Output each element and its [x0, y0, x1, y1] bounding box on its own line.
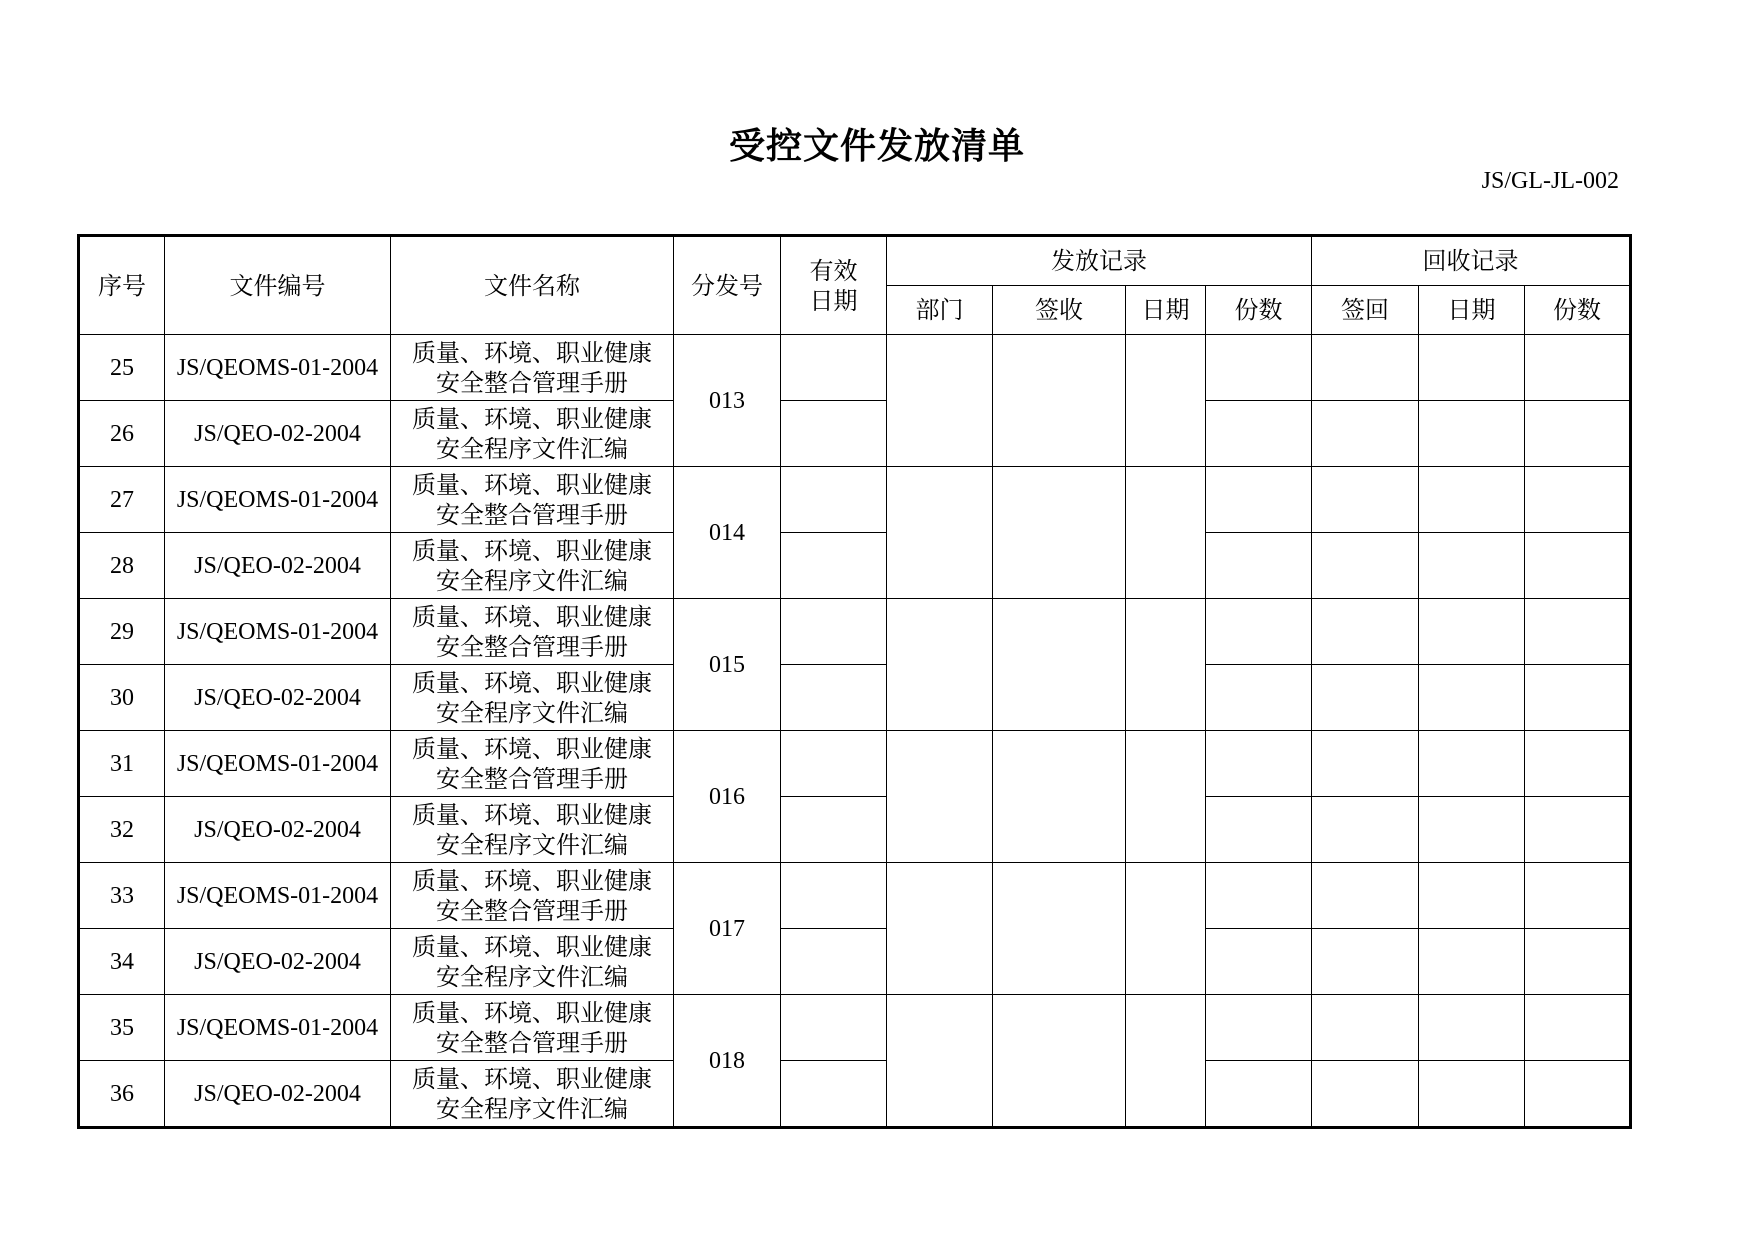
row-issue-copies [1206, 929, 1312, 995]
row-doc-name [391, 401, 674, 467]
row-recall-sign [1312, 401, 1419, 467]
row-issue-copies [1206, 863, 1312, 929]
row-valid-date [781, 929, 887, 995]
row-doc-name-line1: 质量、环境、职业健康 [412, 734, 652, 763]
row-doc-no: JS/QEOMS-01-2004 [165, 467, 391, 533]
header-issue-copies: 份数 [1206, 286, 1312, 335]
row-seq: 25 [79, 335, 165, 401]
row-issue-sign [993, 731, 1126, 863]
row-doc-name-line1: 质量、环境、职业健康 [412, 668, 652, 697]
row-doc-name-line2: 安全整合管理手册 [436, 500, 628, 529]
table-row [79, 335, 1631, 401]
row-issue-date [1126, 863, 1206, 995]
row-doc-name [391, 335, 674, 401]
header-seq: 序号 [79, 236, 165, 335]
row-doc-name-line2: 安全程序文件汇编 [436, 566, 628, 595]
row-doc-no: JS/QEOMS-01-2004 [165, 863, 391, 929]
row-issue-sign [993, 335, 1126, 467]
row-recall-date [1419, 401, 1525, 467]
row-recall-sign [1312, 863, 1419, 929]
row-doc-name-line1: 质量、环境、职业健康 [412, 998, 652, 1027]
row-issue-date [1126, 731, 1206, 863]
row-seq: 26 [79, 401, 165, 467]
row-issue-copies [1206, 533, 1312, 599]
row-recall-copies [1525, 467, 1631, 533]
row-recall-copies [1525, 929, 1631, 995]
row-issue-dept [887, 599, 993, 731]
row-valid-date [781, 797, 887, 863]
row-doc-name [391, 1061, 674, 1128]
row-recall-date [1419, 335, 1525, 401]
row-valid-date [781, 533, 887, 599]
row-recall-date [1419, 731, 1525, 797]
row-seq: 32 [79, 797, 165, 863]
row-issue-sign [993, 863, 1126, 995]
row-issue-copies [1206, 665, 1312, 731]
row-dist-no: 016 [674, 731, 781, 863]
row-dist-no: 013 [674, 335, 781, 467]
header-doc-name: 文件名称 [391, 236, 674, 335]
row-recall-sign [1312, 929, 1419, 995]
row-seq: 29 [79, 599, 165, 665]
row-seq: 34 [79, 929, 165, 995]
row-doc-no: JS/QEOMS-01-2004 [165, 335, 391, 401]
row-issue-sign [993, 467, 1126, 599]
row-doc-no: JS/QEO-02-2004 [165, 929, 391, 995]
row-seq: 30 [79, 665, 165, 731]
table-row [79, 863, 1631, 929]
row-issue-dept [887, 731, 993, 863]
row-doc-name-line1: 质量、环境、职业健康 [412, 338, 652, 367]
header-issue-sign: 签收 [993, 286, 1126, 335]
header-issue-dept: 部门 [887, 286, 993, 335]
row-recall-date [1419, 533, 1525, 599]
row-issue-copies [1206, 467, 1312, 533]
row-issue-dept [887, 995, 993, 1128]
row-doc-name-line1: 质量、环境、职业健康 [412, 932, 652, 961]
row-doc-name-line1: 质量、环境、职业健康 [412, 602, 652, 631]
table-row [79, 731, 1631, 797]
table-row [79, 665, 1631, 731]
row-recall-sign [1312, 335, 1419, 401]
row-valid-date [781, 731, 887, 797]
row-issue-date [1126, 995, 1206, 1128]
table-row [79, 929, 1631, 995]
row-recall-sign [1312, 731, 1419, 797]
row-doc-name-line2: 安全整合管理手册 [436, 368, 628, 397]
row-issue-copies [1206, 1061, 1312, 1128]
row-recall-copies [1525, 797, 1631, 863]
table-row [79, 797, 1631, 863]
row-recall-copies [1525, 665, 1631, 731]
row-recall-date [1419, 1061, 1525, 1128]
row-seq: 31 [79, 731, 165, 797]
form-code: JS/GL-JL-002 [1481, 168, 1619, 194]
row-doc-name [391, 467, 674, 533]
row-doc-no: JS/QEO-02-2004 [165, 797, 391, 863]
row-valid-date [781, 599, 887, 665]
row-doc-name-line1: 质量、环境、职业健康 [412, 1064, 652, 1093]
header-recall-record: 回收记录 [1312, 236, 1631, 286]
row-doc-name-line2: 安全程序文件汇编 [436, 962, 628, 991]
row-valid-date [781, 335, 887, 401]
row-doc-no: JS/QEO-02-2004 [165, 533, 391, 599]
header-recall-sign: 签回 [1312, 286, 1419, 335]
row-dist-no: 014 [674, 467, 781, 599]
row-recall-copies [1525, 401, 1631, 467]
row-seq: 36 [79, 1061, 165, 1128]
row-recall-sign [1312, 797, 1419, 863]
row-doc-name-line2: 安全程序文件汇编 [436, 1094, 628, 1123]
row-seq: 27 [79, 467, 165, 533]
row-issue-dept [887, 863, 993, 995]
header-dist-no: 分发号 [674, 236, 781, 335]
distribution-table [77, 234, 1632, 1129]
row-recall-date [1419, 863, 1525, 929]
row-doc-name-line2: 安全程序文件汇编 [436, 698, 628, 727]
row-recall-sign [1312, 995, 1419, 1061]
row-valid-date [781, 863, 887, 929]
row-issue-copies [1206, 401, 1312, 467]
row-recall-date [1419, 929, 1525, 995]
row-dist-no: 015 [674, 599, 781, 731]
row-doc-name-line2: 安全整合管理手册 [436, 896, 628, 925]
row-valid-date [781, 665, 887, 731]
row-issue-date [1126, 467, 1206, 599]
row-issue-sign [993, 599, 1126, 731]
row-doc-name-line1: 质量、环境、职业健康 [412, 866, 652, 895]
row-doc-name [391, 863, 674, 929]
header-recall-copies: 份数 [1525, 286, 1631, 335]
row-issue-copies [1206, 731, 1312, 797]
page-title: 受控文件发放清单 [728, 125, 1025, 167]
row-doc-no: JS/QEO-02-2004 [165, 665, 391, 731]
row-recall-copies [1525, 995, 1631, 1061]
row-doc-name-line2: 安全程序文件汇编 [436, 434, 628, 463]
row-doc-no: JS/QEO-02-2004 [165, 1061, 391, 1128]
row-doc-name-line2: 安全整合管理手册 [436, 632, 628, 661]
row-recall-sign [1312, 599, 1419, 665]
row-dist-no: 018 [674, 995, 781, 1128]
row-seq: 28 [79, 533, 165, 599]
row-recall-date [1419, 797, 1525, 863]
row-recall-date [1419, 995, 1525, 1061]
row-issue-copies [1206, 995, 1312, 1061]
row-seq: 35 [79, 995, 165, 1061]
row-doc-name [391, 995, 674, 1061]
row-doc-name-line1: 质量、环境、职业健康 [412, 470, 652, 499]
header-valid-date-line1: 有效 [809, 256, 858, 285]
table-row [79, 401, 1631, 467]
row-doc-name-line1: 质量、环境、职业健康 [412, 800, 652, 829]
header-issue-date: 日期 [1126, 286, 1206, 335]
row-recall-sign [1312, 1061, 1419, 1128]
row-issue-copies [1206, 335, 1312, 401]
row-doc-name-line1: 质量、环境、职业健康 [412, 404, 652, 433]
header-valid-date-line2: 日期 [809, 286, 858, 315]
row-seq: 33 [79, 863, 165, 929]
row-valid-date [781, 995, 887, 1061]
row-recall-copies [1525, 599, 1631, 665]
row-doc-name [391, 665, 674, 731]
row-doc-name [391, 533, 674, 599]
row-doc-name-line1: 质量、环境、职业健康 [412, 536, 652, 565]
table-row [79, 1061, 1631, 1128]
row-doc-name [391, 797, 674, 863]
header-recall-date: 日期 [1419, 286, 1525, 335]
table-row [79, 467, 1631, 533]
header-valid-date [781, 236, 887, 335]
table-row [79, 533, 1631, 599]
table-row [79, 599, 1631, 665]
row-valid-date [781, 467, 887, 533]
row-doc-name-line2: 安全整合管理手册 [436, 1028, 628, 1057]
header-issue-record: 发放记录 [887, 236, 1312, 286]
row-recall-date [1419, 599, 1525, 665]
row-recall-sign [1312, 533, 1419, 599]
row-issue-date [1126, 335, 1206, 467]
row-dist-no: 017 [674, 863, 781, 995]
row-issue-date [1126, 599, 1206, 731]
row-recall-copies [1525, 863, 1631, 929]
row-issue-copies [1206, 599, 1312, 665]
row-valid-date [781, 1061, 887, 1128]
row-issue-dept [887, 467, 993, 599]
row-doc-no: JS/QEO-02-2004 [165, 401, 391, 467]
row-issue-sign [993, 995, 1126, 1128]
row-doc-name [391, 731, 674, 797]
row-doc-no: JS/QEOMS-01-2004 [165, 995, 391, 1061]
row-doc-name [391, 929, 674, 995]
row-issue-dept [887, 335, 993, 467]
row-recall-sign [1312, 467, 1419, 533]
table-row [79, 995, 1631, 1061]
row-valid-date [781, 401, 887, 467]
row-recall-date [1419, 665, 1525, 731]
row-doc-name-line2: 安全程序文件汇编 [436, 830, 628, 859]
row-doc-name-line2: 安全整合管理手册 [436, 764, 628, 793]
row-recall-copies [1525, 1061, 1631, 1128]
row-recall-sign [1312, 665, 1419, 731]
row-doc-no: JS/QEOMS-01-2004 [165, 731, 391, 797]
row-issue-copies [1206, 797, 1312, 863]
header-doc-no: 文件编号 [165, 236, 391, 335]
row-recall-date [1419, 467, 1525, 533]
row-doc-no: JS/QEOMS-01-2004 [165, 599, 391, 665]
row-recall-copies [1525, 533, 1631, 599]
row-doc-name [391, 599, 674, 665]
row-recall-copies [1525, 335, 1631, 401]
table-body [79, 335, 1631, 1128]
row-recall-copies [1525, 731, 1631, 797]
